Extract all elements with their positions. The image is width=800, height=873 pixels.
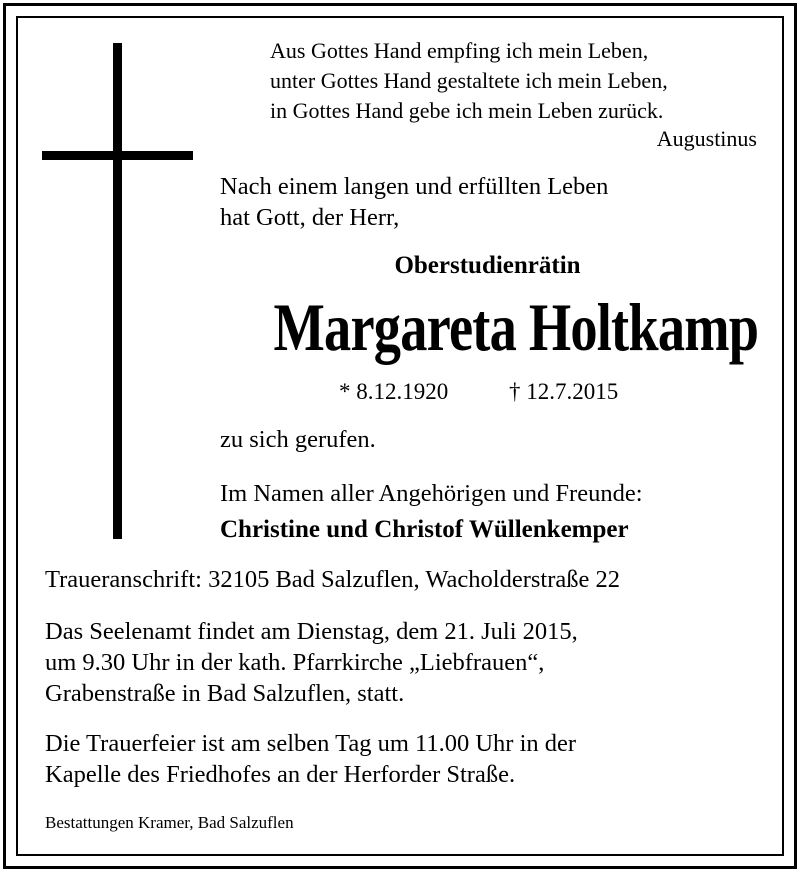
quote-line-2: unter Gottes Hand gestaltete ich mein Leben,	[270, 68, 668, 93]
requiem-line-1: Das Seelenamt findet am Dienstag, dem 21. Juli 2015,	[45, 618, 578, 645]
deceased-title: Oberstudienrätin	[394, 252, 581, 279]
quote-author: Augustinus	[656, 126, 757, 151]
cross-vertical-bar	[113, 43, 122, 539]
quote-line-3: in Gottes Hand gebe ich mein Leben zurück.	[270, 98, 664, 123]
mourning-address: Traueranschrift: 32105 Bad Salzuflen, Wacholderstraße 22	[45, 566, 620, 593]
birth-date: * 8.12.1920	[339, 379, 449, 404]
cross-horizontal-bar	[42, 151, 193, 160]
mourners-names: Christine und Christof Wüllenkemper	[220, 516, 629, 543]
requiem-line-3: Grabenstraße in Bad Salzuflen, statt.	[45, 680, 405, 707]
funeral-line-1: Die Trauerfeier ist am selben Tag um 11.00 Uhr in der	[45, 730, 577, 757]
undertaker-credit: Bestattungen Kramer, Bad Salzuflen	[45, 813, 294, 832]
quote-line-1: Aus Gottes Hand empfing ich mein Leben,	[270, 38, 649, 63]
requiem-line-2: um 9.30 Uhr in der kath. Pfarrkirche „Liebfrauen“,	[45, 649, 545, 676]
death-date: † 12.7.2015	[509, 379, 619, 404]
intro-line-1: Nach einem langen und erfüllten Leben	[220, 173, 609, 200]
funeral-line-2: Kapelle des Friedhofes an der Herforder Straße.	[45, 761, 516, 788]
intro-line-2: hat Gott, der Herr,	[220, 204, 400, 231]
called-text: zu sich gerufen.	[220, 426, 376, 453]
mourners-intro: Im Namen aller Angehörigen und Freunde:	[220, 480, 643, 507]
deceased-name: Margareta Holtkamp	[273, 289, 759, 365]
